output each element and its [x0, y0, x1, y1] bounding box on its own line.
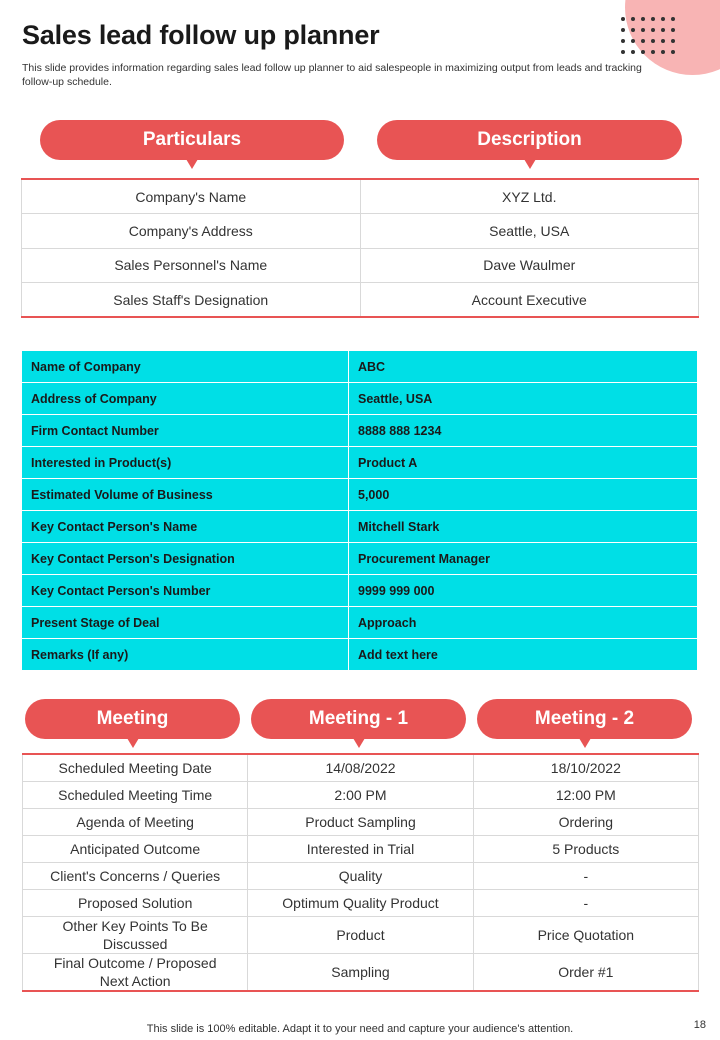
table-cell: Interested in Trial: [248, 835, 473, 862]
field-label: Address of Company: [22, 383, 349, 415]
field-label: Interested in Product(s): [22, 447, 349, 479]
decorative-dot: [631, 50, 635, 54]
field-label: Estimated Volume of Business: [22, 479, 349, 511]
decorative-dot: [671, 50, 675, 54]
table-row: [22, 415, 698, 447]
table-row: [23, 808, 699, 835]
table-cell: 5 Products: [473, 835, 698, 862]
decorative-dot: [661, 28, 665, 32]
field-label: Key Contact Person's Number: [22, 575, 349, 607]
table-cell: 2:00 PM: [248, 781, 473, 808]
table-cell: Anticipated Outcome: [23, 835, 248, 862]
field-value: 8888 888 1234: [349, 415, 698, 447]
table-row: [22, 248, 699, 283]
table-cell: Dave Waulmer: [360, 248, 699, 283]
table-cell: Proposed Solution: [23, 889, 248, 916]
field-label: Present Stage of Deal: [22, 607, 349, 639]
table-cell: Ordering: [473, 808, 698, 835]
field-label: Name of Company: [22, 351, 349, 383]
table-row: [23, 916, 699, 953]
decorative-dot: [621, 28, 625, 32]
field-value: ABC: [349, 351, 698, 383]
table-cell: Product Sampling: [248, 808, 473, 835]
decorative-dot: [651, 17, 655, 21]
table-row: [23, 835, 699, 862]
table-row: [23, 781, 699, 808]
table-row: [23, 754, 699, 781]
table-cell: Order #1: [473, 953, 698, 991]
table-cell: Other Key Points To Be Discussed: [23, 916, 248, 953]
page-number: 18: [693, 1019, 706, 1031]
table-row: [22, 383, 698, 415]
table-cell: Sampling: [248, 953, 473, 991]
table-row: [23, 862, 699, 889]
table-row: [22, 543, 698, 575]
decorative-dot: [671, 28, 675, 32]
field-label: Firm Contact Number: [22, 415, 349, 447]
page-subtitle: This slide provides information regarding sales lead follow up planner to aid salespeople in maximizing output from leads and tracking follow-up schedule.: [22, 62, 642, 88]
header-pill-meeting: Meeting: [25, 699, 240, 739]
table-cell: Final Outcome / Proposed Next Action: [23, 953, 248, 991]
decorative-dot: [621, 17, 625, 21]
decorative-dot: [631, 39, 635, 43]
table-row: [22, 479, 698, 511]
table-row: [22, 607, 698, 639]
header-pill-particulars: Particulars: [40, 120, 344, 160]
header-pill-meeting-1: Meeting - 1: [251, 699, 466, 739]
meeting-schedule-table: [22, 753, 699, 992]
field-value: Add text here: [349, 639, 698, 671]
field-value: Procurement Manager: [349, 543, 698, 575]
decorative-dot: [641, 39, 645, 43]
decorative-dot: [641, 28, 645, 32]
table-cell: Account Executive: [360, 283, 699, 318]
decorative-dot: [661, 39, 665, 43]
company-info-table: [21, 178, 699, 318]
table-cell: 14/08/2022: [248, 754, 473, 781]
table-cell: Sales Personnel's Name: [22, 248, 361, 283]
lead-details-table: [21, 350, 698, 671]
table-row: [23, 953, 699, 991]
table-row: [22, 179, 699, 214]
decorative-dot: [651, 28, 655, 32]
table-row: [22, 575, 698, 607]
decorative-dot-grid: [621, 17, 677, 61]
decorative-dot: [641, 17, 645, 21]
decorative-dot: [661, 17, 665, 21]
table-cell: Scheduled Meeting Time: [23, 781, 248, 808]
decorative-dot: [641, 50, 645, 54]
decorative-dot: [621, 50, 625, 54]
table-cell: XYZ Ltd.: [360, 179, 699, 214]
field-value: 5,000: [349, 479, 698, 511]
field-label: Remarks (If any): [22, 639, 349, 671]
decorative-dot: [671, 39, 675, 43]
table-cell: Agenda of Meeting: [23, 808, 248, 835]
table-cell: -: [473, 889, 698, 916]
table-cell: Sales Staff's Designation: [22, 283, 361, 318]
field-value: Product A: [349, 447, 698, 479]
field-label: Key Contact Person's Designation: [22, 543, 349, 575]
table-cell: Client's Concerns / Queries: [23, 862, 248, 889]
table-row: [23, 889, 699, 916]
table-row: [22, 639, 698, 671]
table-row: [22, 447, 698, 479]
table-cell: Quality: [248, 862, 473, 889]
table-cell: -: [473, 862, 698, 889]
table-row: [22, 214, 699, 249]
table-cell: Company's Name: [22, 179, 361, 214]
footer-note: This slide is 100% editable. Adapt it to your need and capture your audience's attention.: [146, 1023, 574, 1035]
decorative-dot: [661, 50, 665, 54]
header-pill-description: Description: [377, 120, 682, 160]
table-cell: Company's Address: [22, 214, 361, 249]
table-row: [22, 511, 698, 543]
field-value: Mitchell Stark: [349, 511, 698, 543]
decorative-dot: [631, 17, 635, 21]
decorative-dot: [651, 50, 655, 54]
decorative-dot: [651, 39, 655, 43]
table-row: [22, 351, 698, 383]
table-cell: 18/10/2022: [473, 754, 698, 781]
table-cell: 12:00 PM: [473, 781, 698, 808]
header-pill-meeting-2: Meeting - 2: [477, 699, 692, 739]
decorative-dot: [621, 39, 625, 43]
field-label: Key Contact Person's Name: [22, 511, 349, 543]
field-value: Approach: [349, 607, 698, 639]
table-cell: Scheduled Meeting Date: [23, 754, 248, 781]
table-cell: Price Quotation: [473, 916, 698, 953]
decorative-dot: [671, 17, 675, 21]
table-row: [22, 283, 699, 318]
page-title: Sales lead follow up planner: [22, 20, 380, 50]
table-cell: Optimum Quality Product: [248, 889, 473, 916]
field-value: 9999 999 000: [349, 575, 698, 607]
field-value: Seattle, USA: [349, 383, 698, 415]
decorative-dot: [631, 28, 635, 32]
table-cell: Seattle, USA: [360, 214, 699, 249]
table-cell: Product: [248, 916, 473, 953]
